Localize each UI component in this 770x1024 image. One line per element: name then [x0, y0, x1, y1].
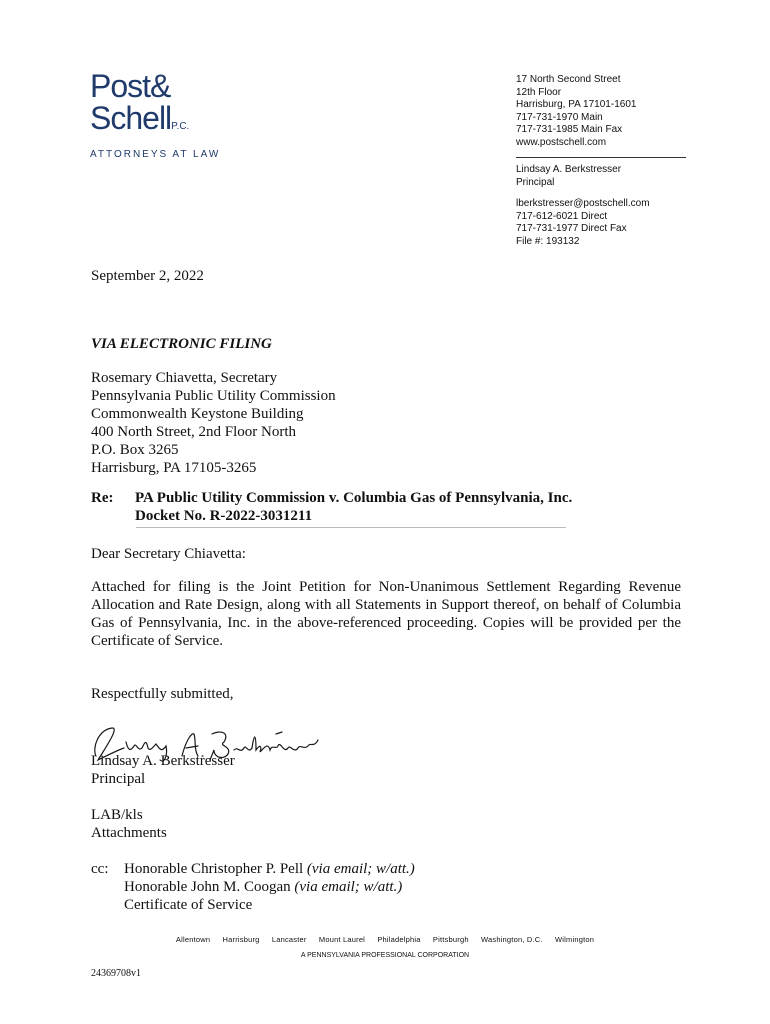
city: Pittsburgh: [432, 935, 469, 944]
body-paragraph: Attached for filing is the Joint Petition for Non-Unanimous Settlement Regarding Revenue Allocation and Rate Design, along with all Statements in Support thereof, on behalf of Columbia Gas of Pennsylvania, Inc. in the above-referenced proceeding. Copies will be provided per the Certificate of Service.: [91, 579, 681, 649]
document-number: 24369708v1: [91, 968, 141, 979]
attorney-email: lberkstresser@postschell.com: [516, 198, 650, 209]
cc-recipient-name: Honorable Christopher P. Pell: [124, 861, 307, 877]
letter-date: September 2, 2022: [91, 268, 204, 284]
cc-block: [91, 860, 415, 914]
firm-logo: [90, 70, 220, 160]
city: Mount Laurel: [318, 935, 366, 944]
subject-underline: [136, 527, 566, 528]
logo-pc: P.C.: [171, 121, 190, 132]
typist-initials: LAB/kls: [91, 807, 143, 823]
address-divider: [516, 157, 686, 158]
cc-recipient-note: (via email; w/att.): [294, 879, 403, 895]
signer-block: [91, 752, 235, 788]
cc-recipient: [124, 878, 415, 896]
attorney-name: Lindsay A. Berkstresser: [516, 164, 622, 175]
signer-title: Principal: [91, 771, 146, 787]
closing: Respectfully submitted,: [91, 686, 234, 702]
recipient-line: P.O. Box 3265: [91, 442, 179, 458]
recipient-line: Pennsylvania Public Utility Commission: [91, 388, 336, 404]
address-city: Harrisburg, PA 17101-1601: [516, 99, 637, 110]
salutation: Dear Secretary Chiavetta:: [91, 546, 246, 562]
city: Harrisburg: [222, 935, 260, 944]
city: Lancaster: [271, 935, 307, 944]
recipient-line: Commonwealth Keystone Building: [91, 406, 304, 422]
attorney-title: Principal: [516, 176, 555, 188]
attachments-note: Attachments: [91, 825, 167, 841]
attorney-direct: 717-612-6021 Direct: [516, 210, 608, 222]
cc-label: cc:: [91, 861, 109, 877]
recipient-block: [91, 369, 336, 477]
cc-list: [124, 860, 415, 914]
cc-recipient-note: (via email; w/att.): [306, 861, 415, 877]
office-cities: [0, 935, 770, 944]
delivery-method: VIA ELECTRONIC FILING: [91, 336, 272, 352]
city: Allentown: [175, 935, 211, 944]
address-street: 17 North Second Street: [516, 74, 621, 85]
re-line-1: PA Public Utility Commission v. Columbia Gas of Pennsylvania, Inc.: [135, 490, 573, 506]
cc-recipient-name: Honorable John M. Coogan: [124, 879, 295, 895]
address-website: www.postschell.com: [516, 136, 607, 148]
city: Wilmington: [555, 935, 595, 944]
city: Philadelphia: [377, 935, 421, 944]
recipient-line: 400 North Street, 2nd Floor North: [91, 424, 296, 440]
re-subject: [135, 489, 572, 525]
attorney-direct-fax: 717-731-1977 Direct Fax: [516, 223, 627, 234]
recipient-line: Rosemary Chiavetta, Secretary: [91, 370, 278, 386]
subject-block: [91, 489, 681, 525]
cc-recipient: [124, 860, 415, 878]
address-floor: 12th Floor: [516, 86, 562, 98]
signer-name: Lindsay A. Berkstresser: [91, 753, 235, 769]
logo-line-2: [90, 102, 220, 143]
letterhead-address: [516, 74, 686, 248]
city: Washington, D.C.: [481, 935, 543, 944]
initials-block: [91, 806, 167, 842]
cc-recipient: Certificate of Service: [124, 897, 253, 913]
re-line-2: Docket No. R-2022-3031211: [135, 508, 313, 524]
address-main-fax: 717-731-1985 Main Fax: [516, 124, 623, 135]
logo-tagline: ATTORNEYS AT LAW: [90, 149, 221, 160]
logo-schell: Schell: [90, 100, 172, 136]
logo-line-1: Post&: [90, 68, 171, 104]
address-main-phone: 717-731-1970 Main: [516, 111, 603, 123]
re-label: Re:: [91, 490, 114, 506]
recipient-line: Harrisburg, PA 17105-3265: [91, 460, 257, 476]
file-number: File #: 193132: [516, 235, 580, 247]
corporation-note: A PENNSYLVANIA PROFESSIONAL CORPORATION: [300, 952, 470, 959]
